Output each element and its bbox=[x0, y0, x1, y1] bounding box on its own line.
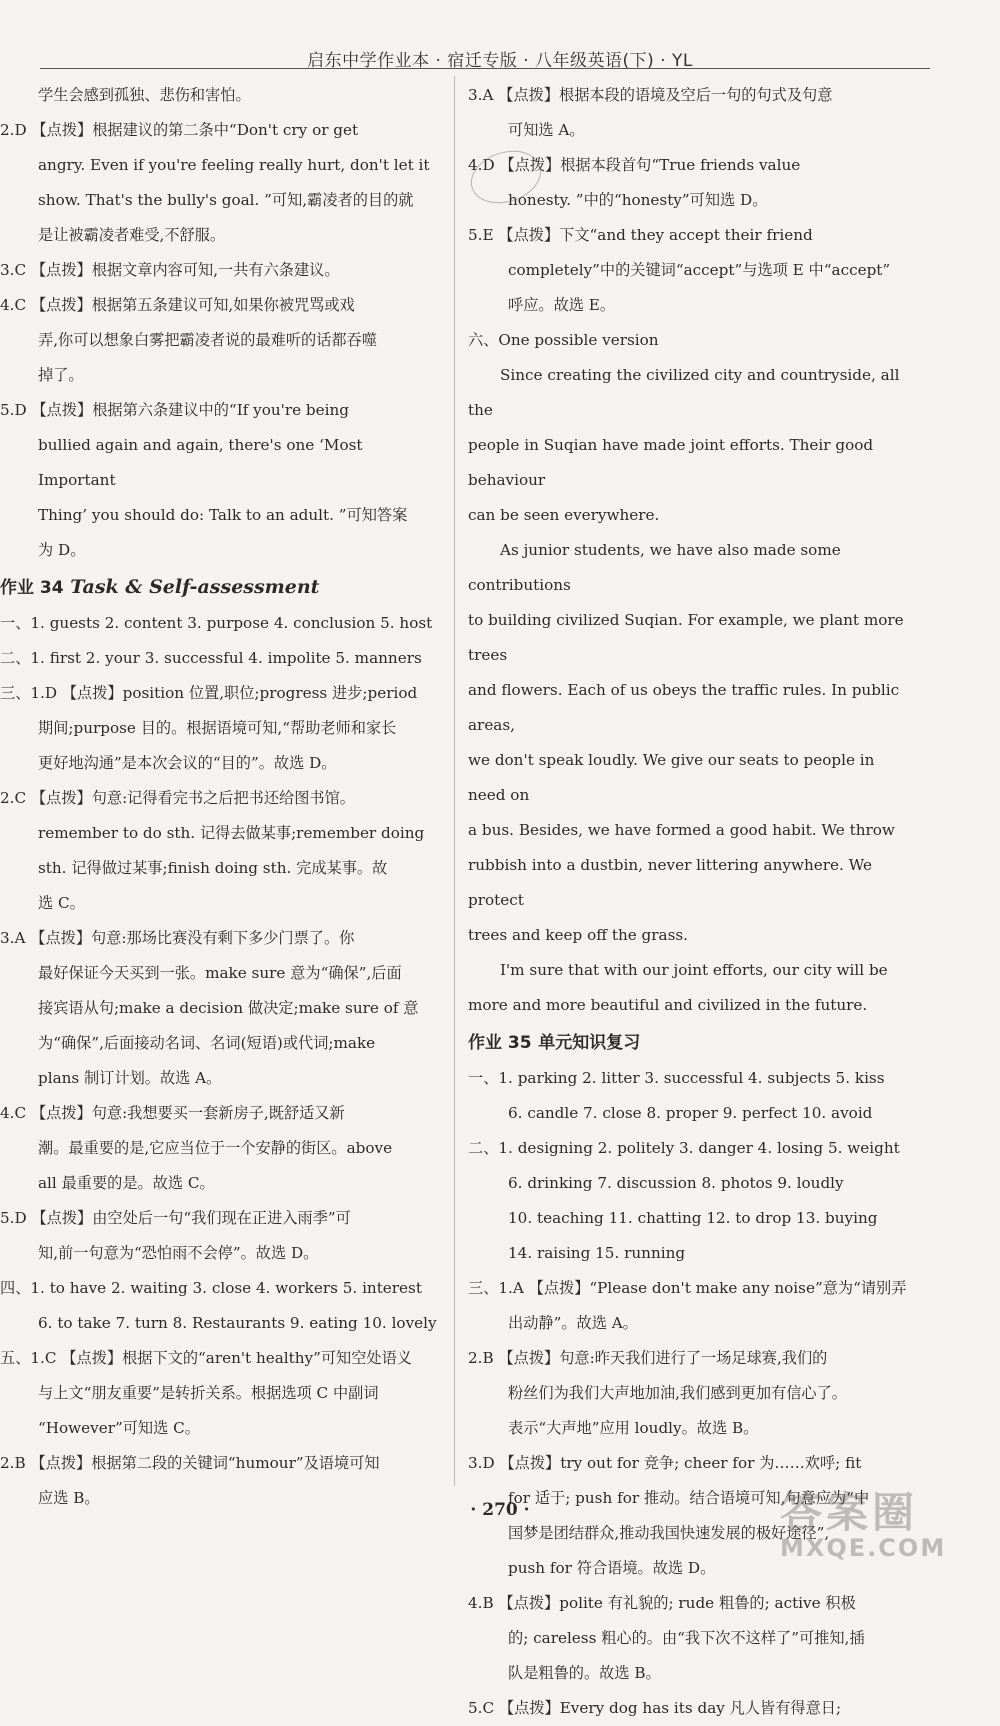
text-line: 与上文“朋友重要”是转折关系。根据选项 C 中副词 bbox=[38, 1384, 379, 1402]
text-line: 为 D。 bbox=[38, 541, 86, 559]
text-line: Since creating the civilized city and countryside, all the bbox=[468, 366, 900, 419]
text-line: 五、1.C 【点拨】根据下文的“aren't healthy”可知空处语义 bbox=[0, 1349, 412, 1367]
text-line: “However”可知选 C。 bbox=[38, 1419, 200, 1437]
text-line: As junior students, we have also made some contributions bbox=[468, 541, 841, 594]
text-line: trees and keep off the grass. bbox=[468, 926, 688, 944]
text-line: 掉了。 bbox=[38, 366, 84, 384]
text-line: 应选 B。 bbox=[38, 1489, 100, 1507]
text-line: plans 制订计划。故选 A。 bbox=[38, 1069, 222, 1087]
watermark-url: MXQE.COM bbox=[780, 1534, 947, 1562]
text-line: push for 符合语境。故选 D。 bbox=[508, 1559, 716, 1577]
text-line: can be seen everywhere. bbox=[468, 506, 660, 524]
text-line: 6. to take 7. turn 8. Restaurants 9. eating 10. lovely bbox=[38, 1314, 437, 1332]
text-line: 3.A 【点拨】根据本段的语境及空后一句的句式及句意 bbox=[468, 86, 833, 104]
text-line: 的; careless 粗心的。由“我下次不这样了”可推知,插 bbox=[508, 1629, 865, 1647]
text-line: remember to do sth. 记得去做某事;remember doing bbox=[38, 824, 425, 842]
text-line: 3.C 【点拨】根据文章内容可知,一共有六条建议。 bbox=[0, 261, 340, 279]
text-line: 2.B 【点拨】句意:昨天我们进行了一场足球赛,我们的 bbox=[468, 1349, 828, 1367]
text-line: 粉丝们为我们大声地加油,我们感到更加有信心了。 bbox=[508, 1384, 847, 1402]
text-line: 选 C。 bbox=[38, 894, 85, 912]
text-line: 国梦是团结群众,推动我国快速发展的极好途径”, bbox=[508, 1524, 830, 1542]
text-line: 4.D 【点拨】根据本段首句“True friends value bbox=[468, 156, 801, 174]
running-title: 启东中学作业本 · 宿迁专版 · 八年级英语(下) · YL bbox=[307, 51, 693, 71]
text-line: we don't speak loudly. We give our seats to people in need on bbox=[468, 751, 875, 804]
text-line: a bus. Besides, we have formed a good habit. We throw bbox=[468, 821, 895, 839]
text-line: 潮。最重要的是,它应当位于一个安静的街区。above bbox=[38, 1139, 393, 1157]
text-line: 期间;purpose 目的。根据语境可知,“帮助老师和家长 bbox=[38, 719, 397, 737]
text-line: 6. candle 7. close 8. proper 9. perfect 10. avoid bbox=[508, 1104, 873, 1122]
right-answers-34 bbox=[468, 78, 908, 1023]
text-line: more and more beautiful and civilized in the future. bbox=[468, 996, 868, 1014]
text-line: 二、1. designing 2. politely 3. danger 4. losing 5. weight bbox=[468, 1139, 900, 1157]
text-line: 5.E 【点拨】下文“and they accept their friend bbox=[468, 226, 813, 244]
section-title-34 bbox=[0, 570, 440, 606]
text-line: 一、1. guests 2. content 3. purpose 4. conclusion 5. host bbox=[0, 614, 433, 632]
text-line: 二、1. first 2. your 3. successful 4. impolite 5. manners bbox=[0, 649, 422, 667]
watermark-logo bbox=[780, 1480, 980, 1580]
section-number: 作业 35 bbox=[468, 1033, 532, 1053]
text-line: 3.A 【点拨】句意:那场比赛没有剩下多少门票了。你 bbox=[0, 929, 355, 947]
text-line: 呼应。故选 E。 bbox=[508, 296, 616, 314]
text-line: honesty. ”中的“honesty”可知选 D。 bbox=[508, 191, 768, 209]
text-line: 一、1. parking 2. litter 3. successful 4. subjects 5. kiss bbox=[468, 1069, 885, 1087]
watermark-text: 答案圈 bbox=[780, 1488, 919, 1537]
column-divider bbox=[454, 76, 455, 1486]
text-line: 2.C 【点拨】句意:记得看完书之后把书还给图书馆。 bbox=[0, 789, 355, 807]
text-line: 4.B 【点拨】polite 有礼貌的; rude 粗鲁的; active 积极 bbox=[468, 1594, 856, 1612]
text-line: 5.D 【点拨】根据第六条建议中的“If you're being bbox=[0, 401, 349, 419]
text-line: 4.C 【点拨】根据第五条建议可知,如果你被咒骂或戏 bbox=[0, 296, 355, 314]
text-line: 可知选 A。 bbox=[508, 121, 585, 139]
section-title-35 bbox=[468, 1025, 908, 1061]
text-line: 表示“大声地”应用 loudly。故选 B。 bbox=[508, 1419, 759, 1437]
text-line: 为“确保”,后面接动名词、名词(短语)或代词;make bbox=[38, 1034, 376, 1052]
text-line: and flowers. Each of us obeys the traffic rules. In public areas, bbox=[468, 681, 900, 734]
right-answers-35 bbox=[468, 1061, 908, 1726]
text-line: 四、1. to have 2. waiting 3. close 4. workers 5. interest bbox=[0, 1279, 422, 1297]
text-line: show. That's the bully's goal. ”可知,霸凌者的目的就 bbox=[38, 191, 414, 209]
left-answers-34 bbox=[0, 606, 440, 1516]
text-line: 学生会感到孤独、悲伤和害怕。 bbox=[38, 86, 251, 104]
text-line: Thing’ you should do: Talk to an adult. ”可知答案 bbox=[38, 506, 408, 524]
text-line: to building civilized Suqian. For example, we plant more trees bbox=[468, 611, 904, 664]
text-line: 2.D 【点拨】根据建议的第二条中“Don't cry or get bbox=[0, 121, 359, 139]
text-line: 队是粗鲁的。故选 B。 bbox=[508, 1664, 661, 1682]
text-line: 4.C 【点拨】句意:我想要买一套新房子,既舒适又新 bbox=[0, 1104, 345, 1122]
text-line: 2.B 【点拨】根据第二段的关键词“humour”及语境可知 bbox=[0, 1454, 380, 1472]
text-line: 三、1.A 【点拨】“Please don't make any noise”意为“请别弄 bbox=[468, 1279, 907, 1297]
text-line: 知,前一句意为“恐怕雨不会停”。故选 D。 bbox=[38, 1244, 319, 1262]
left-column bbox=[0, 78, 446, 1516]
text-line: 最好保证今天买到一张。make sure 意为“确保”,后面 bbox=[38, 964, 402, 982]
text-line: all 最重要的是。故选 C。 bbox=[38, 1174, 215, 1192]
text-line: for 适于; push for 推动。结合语境可知,句意应为“中 bbox=[508, 1489, 870, 1507]
text-line: rubbish into a dustbin, never littering anywhere. We protect bbox=[468, 856, 872, 909]
text-line: 14. raising 15. running bbox=[508, 1244, 686, 1262]
text-line: angry. Even if you're feeling really hurt, don't let it bbox=[38, 156, 430, 174]
page-header bbox=[0, 0, 1000, 70]
text-line: 六、One possible version bbox=[468, 331, 659, 349]
text-line: I'm sure that with our joint efforts, our city will be bbox=[500, 961, 888, 979]
text-line: 是让被霸凌者难受,不舒服。 bbox=[38, 226, 226, 244]
text-line: 出动静”。故选 A。 bbox=[508, 1314, 638, 1332]
text-line: 5.C 【点拨】Every dog has its day 凡人皆有得意日; bbox=[468, 1699, 842, 1717]
left-answers-33 bbox=[0, 78, 440, 568]
header-rule bbox=[40, 68, 930, 69]
text-line: 弄,你可以想象白雾把霸凌者说的最难听的话都吞噬 bbox=[38, 331, 377, 349]
text-line: 6. drinking 7. discussion 8. photos 9. loudly bbox=[508, 1174, 844, 1192]
section-name: Task & Self-assessment bbox=[70, 576, 320, 598]
text-line: people in Suqian have made joint efforts. Their good behaviour bbox=[468, 436, 874, 489]
text-line: 5.D 【点拨】由空处后一句“我们现在正进入雨季”可 bbox=[0, 1209, 351, 1227]
section-name: 单元知识复习 bbox=[538, 1033, 641, 1053]
section-number: 作业 34 bbox=[0, 578, 64, 598]
text-line: sth. 记得做过某事;finish doing sth. 完成某事。故 bbox=[38, 859, 388, 877]
text-line: 10. teaching 11. chatting 12. to drop 13. buying bbox=[508, 1209, 878, 1227]
text-line: 三、1.D 【点拨】position 位置,职位;progress 进步;period bbox=[0, 684, 418, 702]
text-line: 更好地沟通”是本次会议的“目的”。故选 D。 bbox=[38, 754, 337, 772]
text-line: 接宾语从句;make a decision 做决定;make sure of 意 bbox=[38, 999, 419, 1017]
page-number: · 270 · bbox=[470, 1500, 530, 1520]
right-column bbox=[468, 78, 908, 1726]
text-line: 3.D 【点拨】try out for 竞争; cheer for 为……欢呼; fit bbox=[468, 1454, 862, 1472]
text-line: completely”中的关键词“accept”与选项 E 中“accept” bbox=[508, 261, 891, 279]
text-line: bullied again and again, there's one ‘Most Important bbox=[38, 436, 363, 489]
